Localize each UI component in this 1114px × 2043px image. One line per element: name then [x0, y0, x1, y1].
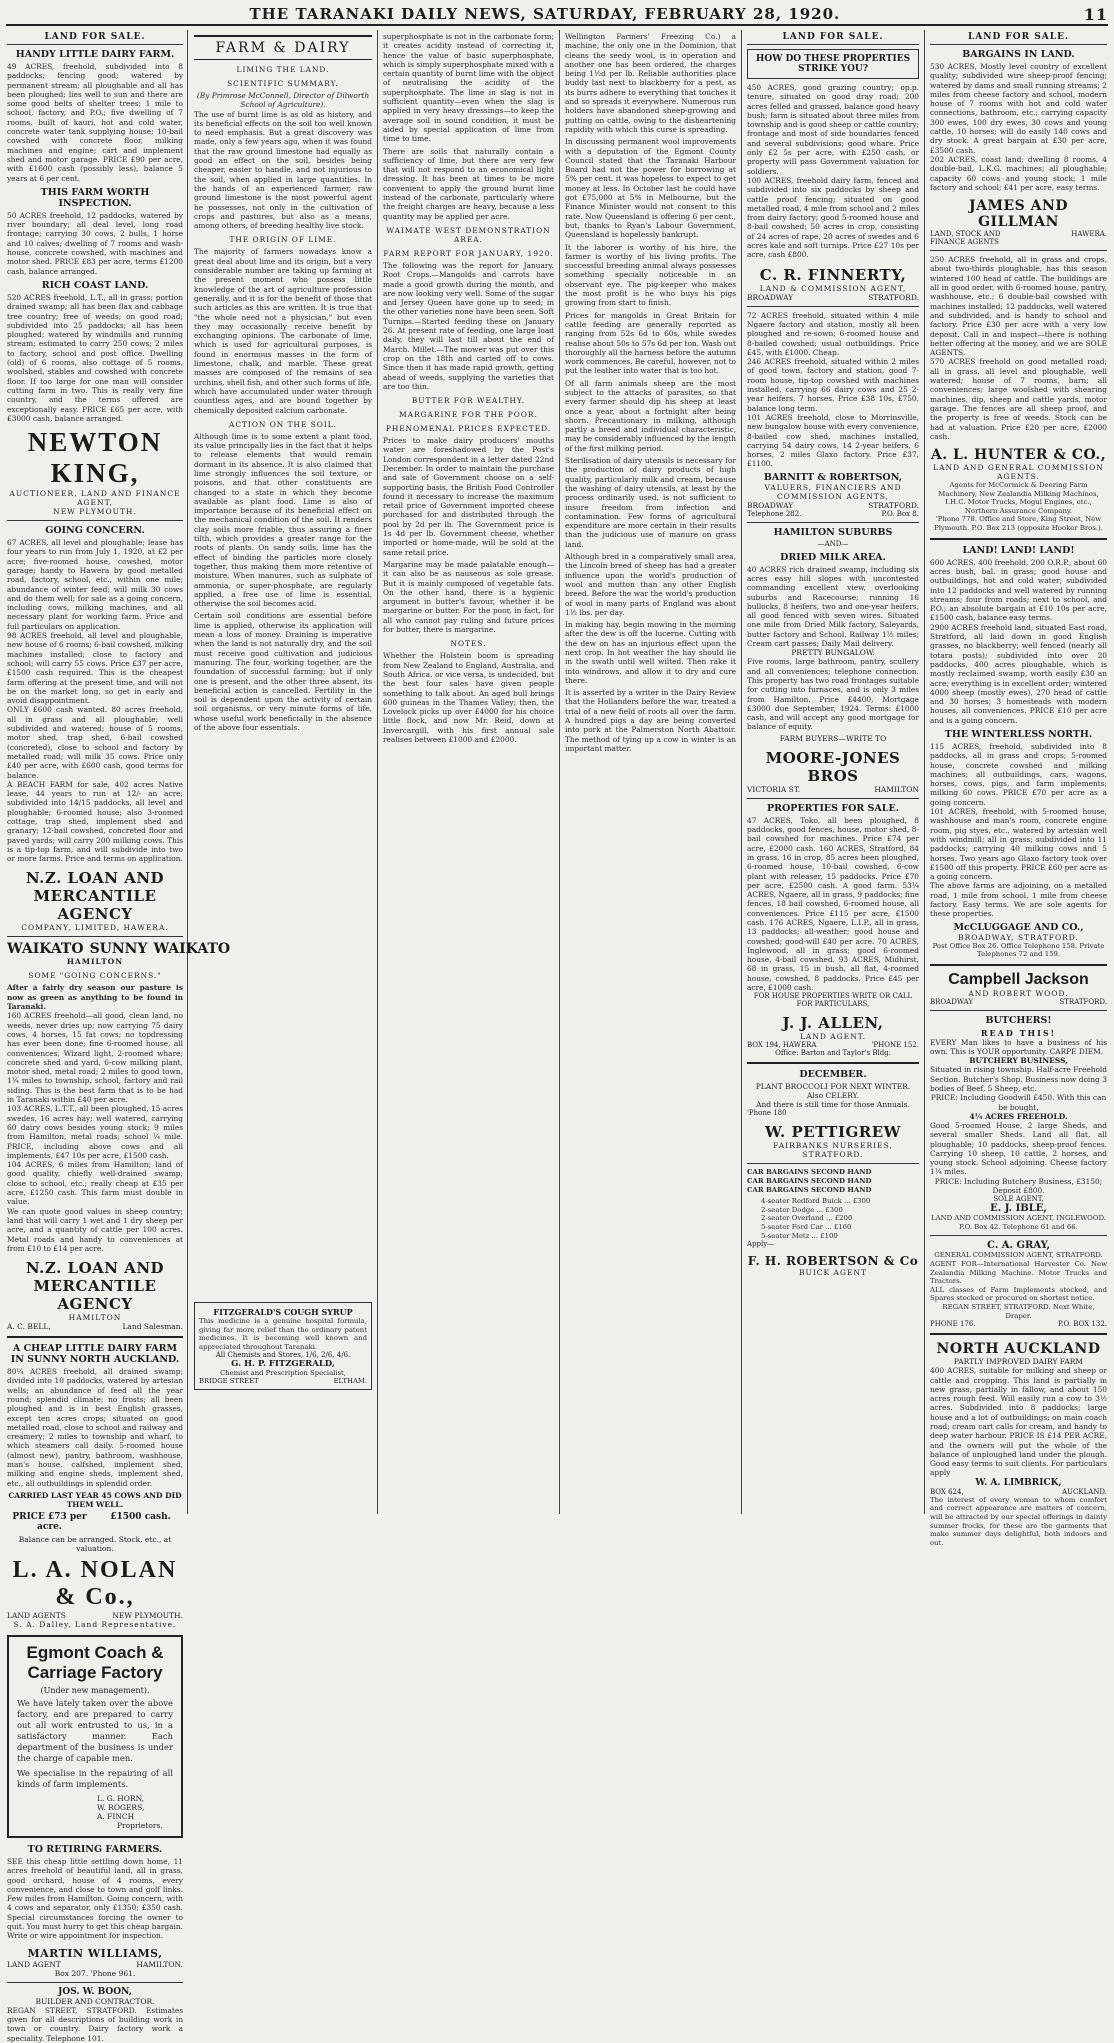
firm-name: BARNITT & ROBERTSON,: [763, 471, 903, 483]
ad-text: Five rooms, large bathroom, pantry, scullery and all conveniences; telephone connection. This property has two road frontages suitable for cutting into furnaces, and is only 3 miles from Hamilton. Price £4400, Mortgage £3000 due September, 1924. Terms: £1000 cash, and will accept any good mortgage for balance of equity.: [747, 657, 919, 732]
car-price-item: 2-seater Dodge ... £300: [761, 1205, 843, 1214]
article-text: Of all farm animals sheep are the most subject to the attacks of parasites, so that every farmer should dip his sheep at least once a year, about a fortnight after being shorn. Precautionary in milking, although partly a breed and individual characteristic, may be considerably influenced by the length of the first milking period.: [565, 378, 736, 453]
waikato-banner: WAIKATO SUNNY WAIKATO: [7, 941, 231, 958]
ad-text: 600 ACRES, 400 freehold, 200 O.R.P., about 60 acres bush, bal. in grass; good house and outbuildings, hot and cold water; subdivided into 12 paddocks and well watered by running streams; four from roads; next to school, and P.O.; an absolute bargain at £10 10s per acre, £1500 cash, balance easy terms.: [930, 557, 1107, 623]
masthead: [6, 4, 1108, 26]
ad-text: 67 ACRES, all level and ploughable; lease has four years to run from July 1, 1920, at £2 per acre; five-roomed house, cowshed, motor garage; handy to Hawera by good metalled road, factory, school, etc., within one mile; abundance of winter feed; will milk 30 cows and do them well; for sale as a going concern, including cows, milking machines, and all necessary plant for working farm. Price and full particulars on application.: [7, 538, 183, 631]
ad-title: LAND! LAND! LAND!: [962, 544, 1075, 556]
byline: (By Primrose McConnell, Director of Dilworth School of Agriculture).: [196, 91, 370, 110]
ad-title: DRIED MILK AREA.: [780, 551, 886, 563]
ad-title: THE WINTERLESS NORTH.: [944, 729, 1093, 740]
section-subtitle: MARGARINE FOR THE POOR.: [399, 410, 538, 420]
ad-text: 104 ACRES, 6 miles from Hamilton; land of good quality, chiefly well-drained swamp; close to school, etc.; really cheap at £35 per acre, £1250 cash. This farm must double in value.: [7, 1160, 183, 1207]
article-text: Whether the Holstein boom is spreading from New Zealand to England, Australia, and South Africa, or vice versa, is undecided, but the best four sales have given people something to talk about. An aged bull brings 600 guineas in the Thames Valley; then, the Lovelock picks up over £4000 for his choice little flock, and now Mr. Reid, down at Invercargill, with his first annual sale realises between £1000 and £2000.: [383, 651, 554, 744]
section-subtitle: PHENOMENAL PRICES EXPECTED.: [385, 424, 552, 434]
article-text: In discussing permanent wool improvements with a deputation of the Egmont County Council stated that the Taranaki Harbour Board had not the power for borrowing at 5% per cent. it was hopeless to expect to get money at less. In October last he could have got £75,000 at 5% in Melbourne, but the Finance Minister would not consent to this rate. Now Queensland is offering 6 per cent., but, thanks to Ryan's Labour Government, Queensland is hopelessly bankrupt.: [565, 137, 736, 240]
article-text: Prices to make dairy producers' mouths water are foreshadowed by the Post's London correspondent in a letter dated 22nd December. In order to maintain the purchase and sale of Government choose on a self-supporting basis, the British Food Controller found it necessary to increase the maximum retail price of Government imported cheese purchased for and distributed through the pool by 2d per lb. The Government price is 1s 4d per lb. Government cheese, whether imported or home-made, will be sold at the same retail price.: [383, 436, 554, 557]
firm-name: J. J. ALLEN,: [782, 1014, 884, 1033]
ad-text: 202 ACRES, coast land; dwelling 8 rooms, 4 double-bail, L.K.G. machines; all ploughable; capacity 60 cows and young stock; 1 mile factory and school; £41 per acre, easy terms.: [930, 154, 1107, 192]
firm-location: HAMILTON: [68, 1313, 122, 1323]
ad-text: 49 ACRES, freehold, subdivided into 8 paddocks; fencing good; watered by permanent stream; all ploughable and all has been ploughed; lies well to sun and there are some good belts of shelter trees; 1 mile to school, factory, and P.O.; five dwelling of 7 rooms, built of kauri, hot and cold water, concrete water tank supplying house; 10-bail cowshed with concrete floor, milking machines and engine; cart and implement shed and motor garage. PRICE £90 per acre, with £1600 cash (possibly less), balance 5 years at 6 per cent.: [7, 62, 183, 183]
article-text: It is asserted by a writer in the Dairy Review that the Hollanders before the war, treated a trial of a new field of roots all over the farm. A hundred pigs a day are being converted into pork at the Palmerston North Abattoir. The method of tying up a cow in winter is an important matter.: [565, 688, 736, 753]
ad-title: BUTCHERS!: [985, 1014, 1052, 1026]
column-farm-and-dairy: [189, 30, 377, 1514]
ad-title: DECEMBER.: [799, 1069, 867, 1081]
ad-text: 103 ACRES, L.T.T., all been ploughed, 15 acres swedes, 16 acres hay; well watered, carrying 60 dairy cows besides young stock; 9 miles from Hamilton, metal roads; school ¼ mile. PRICE, including above cows and all implements, £47 10s per acre, £1500 cash.: [7, 1104, 183, 1160]
ad-title: BARGAINS IN LAND.: [962, 49, 1075, 60]
article-text: Margarine may be made palatable enough—it can also be as nauseous as sole grease. But it is mainly composed of vegetable fats. On the other hand, there is a hygienic argument in butter's favour, whether it be margarine or butter. For the poor, in fact, for all who cannot pay ruling and future prices for butter, there is margarine.: [383, 559, 554, 635]
ad-text: 2900 ACRES freehold land, situated East road, Stratford, all laid down in good English grasses, no blackberry; well fenced (nearly all totara posts); subdivided into over 20 paddocks, 400 acres ploughable, which is mostly reclaimed swamp, worth easily £30 an acre; everything is in excellent order; wintered 4000 sheep (mostly ewes), 270 head of cattle and 30 horses; 3 homesteads with modern houses, all conveniences. PRICE £10 per acre and is a going concern.: [930, 622, 1107, 725]
article-text: Prices for mangolds in Great Britain for cattle feeding are generally reported as ranging from 52s 6d to 60s, while swedes realise about 50s to 57s 6d per ton. Wash out thoroughly all the harness before the autumn work commences. Be careful, however, not to put the leather into water that is too hot.: [565, 310, 736, 376]
ad-text: 530 ACRES, Mostly level country of excellent quality; subdivided wire sheep-proof fencing; watered by dams and small running streams; 2 miles from cheese factory and school, modern house of 7 rooms with hot and cold water connections, bathroom, etc.; carrying capacity 300 ewes, 100 dry ewes, 30 cows and young cattle, 10 horses; will do easily 140 cows and dry stock. A great bargain at £30 per acre, £3500 cash.: [930, 62, 1107, 155]
article-text: The majority of farmers nowadays know a great deal about lime and its origin, but a very considerable number are taking up farming at the present moment who possess little knowledge of the art of agriculture profession generally, and it is for the benefit of those that such articles as this are written. It is true that "the whole need not a physician," but even they may occasionally receive benefit by exchanging opinions. The carbonate of lime, which is used for agricultural purposes, is found in enormous masses in the form of limestone, chalk, and marble. These great masses are composed of the remains of sea urchins, shell fish, and other such forms of life, which have accumulated under water through countless ages, and are bound together by chemically deposited calcium carbonate.: [194, 247, 372, 415]
article-text: It the laborer is worthy of his hire, the farmer is worthy of his living profits. The successful breeding animal always possesses something specially noticeable in an observant eye. The pig-keeper who makes the most profit is he who buys his pigs growing from start to finish.: [565, 242, 736, 308]
column-heading: LAND FOR SALE.: [7, 32, 183, 45]
firm-name: MOORE-JONES BROS: [765, 748, 901, 785]
firm-name: L. A. NOLAN & Co.,: [12, 1556, 178, 1610]
ad-title: PROPERTIES FOR SALE.: [766, 802, 900, 814]
article-text: The use of burnt lime is as old as history, and its beneficial effects on the soil too well known to need emphasis. But a great discovery was made, only a few years ago, when it was found that the raw ground limestone had equally as good an effect on the soil, besides being cheaper, easier to handle, and not injurious to the soil, when applied in large quantities. In the hands of an experienced farmer, raw ground limestone is the most powerful agent he possesses, not only in the cultivation of crops and pastures, but also as a means, among others, of breeding healthy live stock.: [194, 109, 372, 231]
car-price-item: 5-seater Metz ... £100: [761, 1231, 838, 1240]
ad-text: ONLY £600 cash wanted. 80 acres freehold, all in grass and all ploughable; well subdivided and watered; house of 5 rooms, motor shed, trap shed, 6-bail cowshed (concreted), close to school and factory by metalled road; will milk 35 cows. Price only £40 per acre, with £600 cash, good terms for balance.: [7, 705, 183, 780]
ad-lead: After a fairly dry season our pasture is now as green as anything to be found in Taranaki.: [7, 983, 183, 1012]
column-general-notes: [560, 30, 741, 1514]
section-subtitle: ACTION ON THE SOIL.: [228, 419, 337, 429]
car-bargains-list: [747, 1168, 919, 1194]
ad-title: TO RETIRING FARMERS.: [27, 1843, 163, 1855]
article-text: The following was the report for January. Root Crops.—Mangolds and carrots have made a good growth during the month, and are now looking very well. Some of the sugar and Jersey Queen have gone up to seed; in the other varieties none have been seen. Soft Turnips.—Started feeding these on January 26. At present rate of feeding, one large load daily, they will last till about the end of March. Millet.—The mower was put over this crop on the 18th and carted off to cows. Since then it has made rapid growth, getting ahead of weeds, supplying the varieties that are too thin.: [383, 260, 554, 391]
section-subtitle: WAIMATE WEST DEMONSTRATION AREA.: [386, 225, 551, 244]
ad-text: 100 ACRES, freehold dairy farm, fenced and subdivided into six paddocks by sheep and cattle proof fencing; situated on good metalled road, 4 mile from school and 2 miles from dairy factory; good 5-roomed house and 8-bail cowshed; 50 acres in crop, consisting of 24 acres of rape, 20 acres of swedes and 6 acres kale and soft turnips. Price £27 10s per acre, cash £800.: [747, 175, 919, 260]
ad-text: SEE this cheap little settling down home, 11 acres freehold of beautiful land, all in grass, good orchard, house of 4 rooms, every convenience, and close to town and golf links. Few miles from Hamilton. Going concern, with 4 cows and separator, only £1350; £350 cash. Special circumstances forcing the owner to quit. You must hurry to get this cheap bargain. Write or wire appointment for inspection.: [7, 1856, 183, 1941]
firm-name: McCLUGGAGE AND CO.,: [953, 921, 1084, 933]
ad-text: 47 ACRES, Toko, all been ploughed, 8 paddocks, good fences, house, motor shed, 8-bail cowshed for machines. Price £74 per acre, £2000 cash. 160 ACRES, Stratford, 84 in grass, 16 in crop, 85 acres been ploughed, 6-roomed house, 10-bail cowshed, 6-cow plant with releaser, 15 paddocks. Price £70 per acre, £2500 cash. A good farm. 53¼ ACRES, Ngaere, all in grass, 9 paddocks; fine fences, 18 bail cowshed, 6-roomed house, all conveniences. Price £115 per acre, £1500 cash. 176 ACRES, Ngaere, L.I.P., all in grass, 13 paddocks; all-weather; good house and cowshed; good-will £40 per acre. 70 ACRES, Inglewood, all in grass; good 6-roomed house, 4-bail cowshed. 93 ACRES, Midhirst, 68 in grass, 15 in bush, all flat, 4-roomed house, cowshed, 8 paddocks. Price £45 per acre, £1000 cash.: [747, 815, 919, 993]
section-subtitle: THE ORIGIN OF LIME.: [229, 235, 337, 245]
column-land-for-sale: LAND FOR SALE. HANDY LITTLE DAIRY FARM. 49 ACRES, freehold, subdivided into 8 paddocks; fencing good; watered by permanent stream; all ploughable and all has been ploughed; lies well to sun and there are some good belts of shelter trees; 1 mile to school, factory, and P.O.; five dwelling of 7 rooms, built of kauri, hot and cold water, concrete water tank supplying house; 10-bail cowshed with concrete floor, milking machines and engine; cart and implement shed and motor garage. PRICE £90 per acre, with £1600 cash (possibly less), balance 5 years at 6 per cent. THIS FARM WORTH INSPECTION. 50 ACRES freehold, 12 paddocks, watered by river boundary; all deal level, long road frontage; carrying 30 cows, 2 bulls, 1 horse and 10 calves; dwelling of 7 rooms and wash-house, concrete cowshed, with machines and motor shed. PRICE £83 per acre, terms £1200 cash, balance arranged. RICH COAST LAND. 520 ACRES freehold, L.T., all in grass; portion drained swamp; all has been flax and cabbage tree country; free of weeds; on good road; subdivided into 25 paddocks; all has been ploughed; watered by windmills and running stream; estimated to carry 250 cows; 2 miles to factory, school and post office. Dwelling (old) of 6 rooms, also cottage of 5 rooms, woolshed, stables and cowshed with concrete floor. If too large for one man will consider cutting farm in two. This is really very fine country, and the terms offered are exceptionally easy. PRICE £65 per acre, with £3000 cash, balance arranged. NEWTON KING, AUCTIONEER, LAND AND FINANCE AGENT, NEW PLYMOUTH. GOING CONCERN. 67 ACRES, all level and ploughable; lease has four years to run from July 1, 1920, at £2 per acre; five-roomed house, cowshed, motor garage; handy to Hawera by good metalled road, factory, school, etc., within one mile; abundance of winter feed; will milk 30 cows and do them well; for sale as a going concern, including cows, milking machines, and all necessary plant for working farm. Price and full particulars on application. 98 ACRES freehold, all level and ploughable, new house of 6 rooms; 6-bail cowshed, milking machines installed; close to factory and school; will carry 55 cows. Price £37 per acre, £1500 cash required. This is the cheapest farm offering at the present time, and will not be on the market long, so get in early and avoid disappointment. ONLY £600 cash wanted. 80 acres freehold, all in grass and all ploughable; well subdivided and watered; house of 5 rooms, motor shed, trap shed, 6-bail cowshed (concreted), close to school and factory by metalled road; will milk 35 cows. Price only £40 per acre, with £600 cash, good terms for balance. A BEACH FARM for sale, 402 acres Native lease, 44 years to run at 12/- an acre; subdivided into 14/15 paddocks, all level and ploughable; 6-roomed house; also 3-roomed cottage, trap shed, implement shed and granary; 12-bail cowshed, concreted floor and paved yards; will carry 200 milking cows. This is a tip-top farm, and will subdivide into two or more farms. Price and terms on application. N.Z. LOAN AND MERCANTILE AGENCY COMPANY, LIMITED, HAWERA. WAIKATO SUNNY WAIKATO HAMILTON SOME "GOING CONCERNS." After a fairly dry season our pasture is now as green as anything to be found in Taranaki. 160 ACRES freehold—all good, clean land, no weeds, never dries up; now carrying 75 dairy cows, 4 horses, 15 fat cows; no topdressing has ever been done; fine 6-roomed house, all conveniences, Wizard light, 2-roomed whare; concrete shed and yard, 6-cow milking plant, motor shed, metal road; 2 miles to good town, 1¼ miles to township, school, factory and rail siding. This is the best farm that is to be had in Taranaki within £40 per acre. 103 ACRES, L.T.T., all been ploughed, 15 acres swedes, 16 acres hay; well watered, carrying 60 dairy cows besides young stock; 9 miles from Hamilton, metal roads; school ¼ mile. PRICE, including above cows and all implements, £47 10s per acre, £1500 cash. 104 ACRES, 6 miles from Hamilton; land of good quality, chiefly well-drained swamp; close to school, etc.; really cheap at £35 per acre, £1250 cash. This farm must double in value. We can quote good values in sheep country; land that will carry 1 wet and 1 dry sheep per acre, and a quantity of cattle per 100 acres. Metal roads and handy to conveniences at from £10 to £14 per acre. N.Z. LOAN AND MERCANTILE AGENCY HAMILTON A. C. BELL, Land Salesman. A CHEAP LITTLE DAIRY FARM IN SUNNY NORTH AUCKLAND. 80¼ ACRES freehold, all drained swamp; divided into 10 paddocks, watered by artesian wells; an abundance of feed all the year round; splendid climate; no frosts; all been ploughed and is in best English grasses, except ten acres crops; situated on good metalled road, close to school and railway and creamery; 2 miles to township and wharf, to which steamers call daily. 5-roomed house (almost new), pantry, bathroom, washhouse, man's house, calfshed, implement shed, milking and engine sheds, implement shed, etc., all outbuildings in splendid order. CARRIED LAST YEAR 45 COWS AND DID THEM WELL. PRICE £73 per acre. £1500 cash. Balance can be arranged. Stock, etc., at valuation. L. A. NOLAN & Co., LAND AGENTS NEW PLYMOUTH. S. A. Dalley, Land Representative. Egmont Coach & Carriage Factory (Under new management). We have lately taken over the above factory, and are prepared to carry out all work entrusted to us, in a satisfactory manner. Each department of the business is under the charge of capable men. We specialise in the repairing of all kinds of farm implements. L. G. HORN, W. ROGERS, A. FINCH Proprietors. TO RETIRING FARMERS. SEE this cheap little settling down home, 11 acres freehold of beautiful land, all in grass, good orchard, house of 4 rooms, every convenience, and close to town and golf links. Few miles from Hamilton. Going concern, with 4 cows and separator, only £1350; £350 cash. Special circumstances forcing the owner to quit. You must hurry to get this cheap bargain. Write or wire appointment for inspection. MARTIN WILLIAMS, LAND AGENT HAMILTON. Box 207. 'Phone 961. JOS. W. BOON, BUILDER AND CONTRACTOR. REGAN STREET, STRATFORD. Estimates given for all descriptions of building work in town or country. Dairy factory work a speciality. Telephone 101.: [7, 32, 231, 2043]
ad-text: 246 ACRES freehold, situated within 2 miles of good town, factory and station, good 7-room house, tip-top cowshed with machines installed, carrying 66 dairy cows and 25 2-year heifers, 7 horses. Price £38 10s, £750, balance long term.: [747, 357, 919, 413]
firm-name: NEWTON KING,: [27, 427, 163, 489]
ad-text: 98 ACRES freehold, all level and ploughable, new house of 6 rooms; 6-bail cowshed, milking machines installed; close to factory and school; will carry 55 cows. Price £37 per acre, £1500 cash required. This is the cheapest farm offering at the present time, and will not be on the market long, so get in early and avoid disappointment.: [7, 631, 183, 706]
article-text: superphosphate is not in the carbonate form; it creates acidity instead of correcting it, hence the value of basic superphosphate, which is simply superphosphate mixed with a certain quantity of burnt lime with the object of neutralising the acidity of the superphosphate. The lime in slag is not in sufficient quantity—even when the slag is applied in very heavy dressings—to keep the average soil in sound condition, it must be aided by special application of lime from time to time.: [383, 32, 554, 144]
column-heading: LAND FOR SALE.: [930, 32, 1107, 45]
ad-text: 80¼ ACRES freehold, all drained swamp; divided into 10 paddocks, watered by artesian wells; an abundance of feed all the year round; splendid climate; no frosts; all been ploughed and is in best English grasses, except ten acres crops; situated on good metalled road, close to school and railway and creamery; 2 miles to township and wharf, to which steamers call daily. 5-roomed house (almost new), pantry, bathroom, washhouse, man's house, calfshed, implement shed, milking and engine sheds, implement shed, etc., all outbuildings in splendid order.: [7, 1367, 183, 1488]
ad-title: A CHEAP LITTLE DAIRY FARM IN SUNNY NORTH AUCKLAND.: [10, 1343, 180, 1366]
ad-text: 570 ACRES freehold on good metalled road; all in grass, all level and ploughable, well watered; house of 7 rooms, barn; all conveniences; large woolshed with shearing machines, dip, sheep and cattle yards, motor garage. The fences are all sheep proof, and the property is free of weeds. Stock can be had at valuation. Price £20 per acre, £2000 cash.: [930, 357, 1107, 441]
car-price-list: [761, 1197, 919, 1240]
cough-syrup-ad: FITZGERALD'S COUGH SYRUP This medicine is a genuine hospital formula, giving far more relief than the ordinary patent medicines. It is becoming well known and appreciated throughout Taranaki. All Chemists and Stores, 1/6, 2/6, 4/6. G. H. P. FITZGERALD, Chemist and Prescription Specialist, BRIDGE STREET ELTHAM.: [194, 1302, 372, 1390]
firm-name: Campbell Jackson: [948, 970, 1089, 988]
firm-location: HAMILTON: [66, 957, 124, 967]
firm-name: F. H. ROBERTSON & Co: [747, 1254, 919, 1269]
firm-name: N.Z. LOAN AND MERCANTILE AGENCY: [25, 869, 165, 924]
ad-text: 250 ACRES freehold, all in grass and crops, about two-thirds ploughable, has this season wintered 100 head of cattle. The buildings are all in good order, with 6-roomed house, pantry, washhouse, etc.; 6 double-bail cowshed with machines installed; 12 paddocks, well watered and subdivided, and is handy to school and factory. Price £30 per acre with a very low deposit. Call in and inspect—there is nothing better offering at the money, and we are SOLE AGENTS.: [930, 255, 1107, 358]
firm-name: JOS. W. BOON,: [58, 1986, 132, 1997]
ad-title: HAMILTON SUBURBS: [773, 526, 893, 538]
car-bargains-row: CAR BARGAINS SECOND HAND: [747, 1176, 872, 1185]
ad-text: We can quote good values in sheep country; land that will carry 1 wet and 1 dry sheep per acre, and a quantity of cattle per 100 acres. Metal roads and handy to conveniences at from £10 to £14 per acre.: [7, 1206, 183, 1253]
ad-text: 40 ACRES rich drained swamp, including six acres easy hill slopes with uncontested commanding excellent view, overlooking suburbs and Racecourse; running 16 bullocks, 8 heifers, two and one-year heifers, all good fenced with seven wires. Situated one mile from Dried Milk factory, Saleyards, butter factory and School. Railway 1½ miles; Cream cart passes; Daily Mail delivery.: [747, 564, 919, 649]
firm-subtitle: AUCTIONEER, LAND AND FINANCE AGENT,: [9, 489, 181, 508]
firm-name: MARTIN WILLIAMS,: [27, 1946, 163, 1960]
ad-text: 101 ACRES freehold, close to Morrinsville, new bungalow house with every convenience, 8-bailed cow shed, machines installed, carrying 54 dairy cows, 14 2-year heifers, 6 horses, 2 miles Glaxo factory. Price £37, £1100.: [747, 412, 919, 469]
ad-text: 520 ACRES freehold, L.T., all in grass; portion drained swamp; all has been flax and cabbage tree country; free of weeds; on good road; subdivided into 25 paddocks; all has been ploughed; watered by windmills and running stream; estimated to carry 250 cows; 2 miles to factory, school and post office. Dwelling (old) of 6 rooms, also cottage of 5 rooms, woolshed, stables and cowshed with concrete floor. If too large for one man will consider cutting farm in two. This is really very fine country, and the terms offered are exceptionally easy. PRICE £65 per acre, with £3000 cash, balance arranged.: [7, 292, 183, 423]
firm-name: E. J. IBLE,: [990, 1203, 1047, 1215]
ad-text: 72 ACRES freehold, situated within 4 mile Ngaere factory and station, mostly all been ploughed and re-sown; 6-roomed house and 8-bailed cowshed; usual outbuildings. Price £45, with £1000. Cheap.: [747, 310, 919, 357]
ad-title: THIS FARM WORTH INSPECTION.: [40, 186, 150, 209]
firm-location: NEW PLYMOUTH.: [53, 507, 137, 517]
firm-name: A. L. HUNTER & CO.,: [930, 447, 1107, 464]
firm-name: JAMES AND GILLMAN: [969, 198, 1068, 231]
ad-text: Good 5-roomed House, 2 large Sheds, and several smaller Sheds. Land all flat, all ploughable; 10 paddocks, sheep-proof fences. Carrying 10 sheep, 10 cattle, 2 horses, and young stock. School adjoining. Cheese factory 1¼ miles.: [930, 1120, 1107, 1177]
ad-title: RICH COAST LAND.: [41, 279, 149, 291]
article-text: Although bred in a comparatively small area, the Lincoln breed of sheep has had a greater influence upon the world's production of wool and mutton than any other English breed. Before the war the world's production of wool in many parts of England was about 1½ lbs. per day.: [565, 552, 736, 617]
column-heading: LAND FOR SALE.: [747, 32, 919, 45]
ad-text: A BEACH FARM for sale, 402 acres Native lease, 44 years to run at 12/- an acre; subdivided into 14/15 paddocks, all level and ploughable; 6-roomed house; also 3-roomed cottage, trap shed, implement shed and granary; 12-bail cowshed, concreted floor and paved yards; will carry 200 milking cows. This is a tip-top farm, and will subdivide into two or more farms. Price and terms on application.: [7, 779, 183, 864]
ad-subtitle: SOME "GOING CONCERNS.": [28, 971, 162, 981]
car-bargains-row: CAR BARGAINS SECOND HAND: [747, 1185, 872, 1194]
column-land-for-sale-3: LAND FOR SALE. BARGAINS IN LAND. 530 ACRES, Mostly level country of excellent quality; subdivided wire sheep-proof fencing; watered by dams and small running streams; 2 miles from cheese factory and school, modern house of 7 rooms with hot and cold water connections, bathroom, etc.; carrying capacity 300 ewes, 100 dry ewes, 30 cows and young cattle, 10 horses; will do easily 140 cows and dry stock. A great bargain at £30 per acre, £3500 cash. 202 ACRES, coast land; dwelling 8 rooms, 4 double-bail, L.K.G. machines; all ploughable; capacity 60 cows and young stock; 1 mile factory and school; £41 per acre, easy terms. JAMES AND GILLMAN LAND, STOCK AND FINANCE AGENTS HAWERA. 250 ACRES freehold, all in grass and crops, about two-thirds ploughable, has this season wintered 100 head of cattle. The buildings are all in good order, with 6-roomed house, pantry, washhouse, etc.; 6 double-bail cowshed with machines installed; 12 paddocks, well watered and subdivided, and is handy to school and factory. Price £30 per acre with a very low deposit. Call in and inspect—there is nothing better offering at the money, and we are SOLE AGENTS. 570 ACRES freehold on good metalled road; all in grass, all level and ploughable, well watered; house of 7 rooms, barn; all conveniences; large woolshed with shearing machines, dip, sheep and cattle yards, motor garage. The fences are all sheep proof, and the property is free of weeds. Stock can be had at valuation. Price £20 per acre, £2000 cash. A. L. HUNTER & CO., LAND AND GENERAL COMMISSION AGENTS. Agents for McCormick & Deering Farm Machinery, New Zealandia Milking Machines, I.H.C. Motor Trucks, Mogul Engines, etc., Northern Assurance Company. 'Phone 778. Office and Store, King Street, New Plymouth. P.O. Box 213 (opposite Hooker Bros.). LAND! LAND! LAND! 600 ACRES, 400 freehold, 200 O.R.P., about 60 acres bush, bal. in grass; good house and outbuildings, hot and cold water; subdivided into 12 paddocks and well watered by running streams; four from roads; next to school, and P.O.; an absolute bargain at £10 10s per acre, £1500 cash, balance easy terms. 2900 ACRES freehold land, situated East road, Stratford, all laid down in good English grasses, no blackberry; well fenced (nearly all totara posts); subdivided into over 20 paddocks, 400 acres ploughable, which is mostly reclaimed swamp, worth easily £30 an acre; everything is in excellent order; wintered 4000 sheep (mostly ewes), 270 head of cattle and 30 horses; 3 homesteads with modern houses, all conveniences. PRICE £10 per acre and is a going concern. THE WINTERLESS NORTH. 115 ACRES, freehold, subdivided into 8 paddocks, all in grass and crops; 5-roomed house, concrete cowshed and milking machines; all outbuildings, cars, wagons, horses, cows, pigs, and farm implements; milking 60 cows. PRICE £70 per acre as a going concern. 101 ACRES, freehold, with 5-roomed house, washhouse and man's room, concrete engine room, pig styes, etc., watered by artesian well with windmill; all in grass; subdivided into 11 paddocks; carrying 40 milking cows and 5 horses. Two years ago Glaxo factory took over £1500 off this property. PRICE £60 per acre as a going concern. The above farms are adjoining, on a metalled road, 1 mile from school, 1 mile from cheese factory. Easy terms. We are sole agents for these properties. McCLUGGAGE AND CO., BROADWAY, STRATFORD. Post Office Box 26. Office Telephone 158. Private Telephones 72 and 159. Campbell Jackson AND ROBERT WOOD. BROADWAY STRATFORD. BUTCHERS! READ THIS! EVERY Man likes to have a business of his own. This is YOUR opportunity. CARPE DIEM. BUTCHERY BUSINESS, Situated in rising township. Half-acre Freehold Section. Butcher's Shop. Business now doing 3 bodies of Beef, 5 Sheep, etc. PRICE: Including Goodwill £450. With this can be bought, 4¼ ACRES FREEHOLD. Good 5-roomed House, 2 large Sheds, and several smaller Sheds. Land all flat, all ploughable; 10 paddocks, sheep-proof fences. Carrying 10 sheep, 10 cattle, 2 horses, and young stock. School adjoining. Cheese factory 1¼ miles. PRICE: Including Butchery Business, £3150; Deposit £800. SOLE AGENT, E. J. IBLE, LAND AND COMMISSION AGENT, INGLEWOOD. P.O. Box 42. Telephone 61 and 66. C. A. GRAY, GENERAL COMMISSION AGENT, STRATFORD. AGENT FOR—International Harvester Co. New Zealandia Milking Machine. Motor Trucks and Tractors. ALL classes of Farm Implements stocked, and Spares stocked or procured on shortest notice. REGAN STREET, STRATFORD. Next White, Draper. PHONE 176. P.O. BOX 132. NORTH AUCKLAND PARTLY IMPROVED DAIRY FARM 400 ACRES, suitable for milking and sheep or cattle and cropping. This land is partially in new grass, partially in fallow, and about 150 acres rough feed. Will easily run a cow to 3½ acres. Subdivided into 8 paddocks; large house and a lot of outbuildings; on main coach road; cream cart calls for cream, and handy to deep water harbour. PRICE IS £14 PER ACRE, and the owners will put the whole of the balance of unploughed land under the plough. Good easy terms to suit clients. For particulars apply W. A. LIMBRICK, BOX 624, AUCKLAND. The interest of every woman to whom comfort and correct appearance are matters of concern, will be attracted by our special offerings in dainty summer frocks, for these are the garments that make summer days delightful, both indoors and out.: [930, 32, 1107, 1547]
ad-title: GOING CONCERN.: [45, 525, 145, 537]
column-farm-notes: [378, 30, 559, 1514]
ad-text: 450 ACRES, good grazing country; op.p. tenure, situated on good dray road; 200 acres felled and grassed, balance good heavy bush; farm is situated about three miles from township and is good sheep or cattle country; frontage and most of side boundaries fenced and several subdivisions; good whare. Price only £2 5s per acre, with £250 cash, or property will pass Government valuation for soldiers.: [747, 83, 919, 176]
ad-text: The above farms are adjoining, on a metalled road, 1 mile from school, 1 mile from cheese factory. Easy terms. We are sole agents for these properties.: [930, 881, 1107, 919]
car-price-item: 5-seater Ford Car ... £160: [761, 1222, 852, 1231]
firm-name: W. PETTIGREW: [764, 1123, 902, 1142]
firm-name: C. R. FINNERTY,: [759, 265, 907, 284]
column-land-for-sale-2: LAND FOR SALE. HOW DO THESE PROPERTIES STRIKE YOU? 450 ACRES, good grazing country; op.p. tenure, situated on good dray road; 200 acres felled and grassed, balance good heavy bush; farm is situated about three miles from township and is good sheep or cattle country; frontage and most of side boundaries fenced and several subdivisions; good whare. Price only £2 5s per acre, with £250 cash, or property will pass Government valuation for soldiers. 100 ACRES, freehold dairy farm, fenced and subdivided into six paddocks by sheep and cattle proof fencing; situated on good metalled road, 4 mile from school and 2 miles from dairy factory; good 5-roomed house and 8-bail cowshed; 50 acres in crop, consisting of 24 acres of rape, 20 acres of swedes and 6 acres kale and soft turnips. Price £27 10s per acre, cash £800. C. R. FINNERTY, LAND & COMMISSION AGENT, BROADWAY STRATFORD. 72 ACRES freehold, situated within 4 mile Ngaere factory and station, mostly all been ploughed and re-sown; 6-roomed house and 8-bailed cowshed; usual outbuildings. Price £45, with £1000. Cheap. 246 ACRES freehold, situated within 2 miles of good town, factory and station, good 7-room house, tip-top cowshed with machines installed, carrying 66 dairy cows and 25 2-year heifers, 7 horses. Price £38 10s, £750, balance long term. 101 ACRES freehold, close to Morrinsville, new bungalow house with every convenience, 8-bailed cow shed, machines installed, carrying 54 dairy cows, 14 2-year heifers, 6 horses, 2 miles Glaxo factory. Price £37, £1100. BARNITT & ROBERTSON, VALUERS, FINANCIERS AND COMMISSION AGENTS, BROADWAY STRATFORD. Telephone 282. P.O. Box 8. HAMILTON SUBURBS —AND— DRIED MILK AREA. 40 ACRES rich drained swamp, including six acres easy hill slopes with uncontested commanding excellent view, overlooking suburbs and Racecourse; running 16 bullocks, 8 heifers, two and one-year heifers, all good fenced with seven wires. Situated one mile from Dried Milk factory, Saleyards, butter factory and School. Railway 1½ miles; Cream cart passes; Daily Mail delivery. PRETTY BUNGALOW. Five rooms, large bathroom, pantry, scullery and all conveniences; telephone connection. This property has two road frontages suitable for cutting into furnaces, and is only 3 miles from Hamilton. Price £4400, Mortgage £3000 due September, 1924. Terms: £1000 cash, and will accept any good mortgage for balance of equity. FARM BUYERS—WRITE TO MOORE-JONES BROS VICTORIA ST. HAMILTON PROPERTIES FOR SALE. 47 ACRES, Toko, all been ploughed, 8 paddocks, good fences, house, motor shed, 8-bail cowshed for machines. Price £74 per acre, £2000 cash. 160 ACRES, Stratford, 84 in grass, 16 in crop, 85 acres been ploughed, 6-roomed house, 10-bail cowshed, 6-cow plant with releaser, 15 paddocks. Price £70 per acre, £2500 cash. A good farm. 53¼ ACRES, Ngaere, all in grass, 9 paddocks; fine fences, 18 bail cowshed, 6-roomed house, all conveniences. Price £115 per acre, £1500 cash. 176 ACRES, Ngaere, L.I.P., all in grass, 13 paddocks; all-weather; good house and cowshed; good-will £40 per acre. 70 ACRES, Inglewood, all in grass; good 6-roomed house, 4-bail cowshed. 93 ACRES, Midhirst, 68 in grass, 15 in bush, all flat, 4-roomed house, cowshed, 8 paddocks. Price £45 per acre, £1000 cash. FOR HOUSE PROPERTIES WRITE OR CALL FOR PARTICULARS, J. J. ALLEN, LAND AGENT. BOX 194, HAWERA 'PHONE 152. Office: Barton and Taylor's Bldg. DECEMBER. PLANT BROCCOLI FOR NEXT WINTER. Also CELERY. And there is still time for those Annuals. 'Phone 180 W. PETTIGREW FAIRBANKS NURSERIES, STRATFORD. CAR BARGAINS SECOND HAND CAR BARGAINS SECOND HAND CAR BARGAINS SECOND HAND 4-seater Redford Buick ... £300 2-seater Dodge ... £300 2-seater Overland ... £200 5-seater Ford Car ... £160 5-seater Metz ... £100 Apply— F. H. ROBERTSON & Co BUICK AGENT: [747, 32, 919, 1278]
page-number: 11: [1083, 4, 1108, 24]
ad-text: 50 ACRES freehold, 12 paddocks, watered by river boundary; all deal level, long road frontage; carrying 30 cows, 2 bulls, 1 horse and 10 calves; dwelling of 7 rooms and wash-house, concrete cowshed, with machines and motor shed. PRICE £83 per acre, terms £1200 cash, balance arranged.: [7, 210, 183, 276]
newspaper-title: THE TARANAKI DAILY NEWS, SATURDAY, FEBRUARY 28, 1920.: [249, 5, 841, 23]
article-text: Certain soil conditions are essential before lime is applied, otherwise its application will mean a loss of money. Draining is imperative when the land is not naturally dry, and the soil must receive good cultivation and judicious manuring. The four, working together, are the foundation of successful farming; but if only one is present, and the other three absent, its beneficial action is cancelled. Fertility in the soil is dependent upon the activity of certain soil organisms, or very minute forms of life, whose useful work beneficially in the absence of the above four essentials.: [194, 611, 372, 732]
ad-text: EVERY Man likes to have a business of his own. This is YOUR opportunity. CARPE DIEM.: [930, 1037, 1107, 1057]
car-price-item: 2-seater Overland ... £200: [761, 1214, 853, 1223]
ad-banner: HOW DO THESE PROPERTIES STRIKE YOU?: [747, 49, 919, 79]
section-heading: FARM & DAIRY: [194, 35, 372, 60]
firm-name: N.Z. LOAN AND MERCANTILE AGENCY: [25, 1259, 165, 1314]
article-text: There are soils that naturally contain a sufficiency of lime, but there are very few that will not respond to an economical light dressing. It has been at times to be more convenient to apply the ground burnt lime instead of the carbonate, particularly where the freight charges are heavy, because a less quantity may be applied per acre.: [383, 146, 554, 221]
article-text: Sterilisation of dairy utensils is necessary for the production of dairy products of high quality, particularly milk and cream, because the washing of dairy utensils, at least by the process ordinarily used, is not sufficient to insure freedom from infection and contamination. Few forms of agricultural expenditure are more certain in their results than the judicious use of manure on grass land.: [565, 456, 736, 549]
firm-name: C. A. GRAY,: [987, 1240, 1050, 1252]
car-price-item: 4-seater Redford Buick ... £300: [761, 1197, 871, 1206]
section-subtitle: LIMING THE LAND.: [236, 65, 330, 74]
article-text: In making hay, begin mowing in the morning after the dew is off the lucerne. Cutting with the dew on has an injurious effect upon the next crop. In hot weather the hay should lie in the swath until well wilted. Then rake it into windrows, and allow it to dry and cure there.: [565, 620, 736, 685]
section-subtitle: BUTTER FOR WEALTHY.: [411, 396, 526, 406]
ad-text: 160 ACRES freehold—all good, clean land, no weeds, never dries up; now carrying 75 dairy cows, 4 horses, 15 fat cows; no topdressing has ever been done; fine 6-roomed house, all conveniences, Wizard light, 2-roomed whare; concrete shed and yard, 6-cow milking plant, motor shed, metal road; 2 miles to good town, 1¼ miles to township, school, factory and rail siding. This is the best farm that is to be had in Taranaki within £40 per acre.: [7, 1011, 183, 1105]
car-bargains-row: CAR BARGAINS SECOND HAND: [747, 1168, 872, 1177]
ad-text: 101 ACRES, freehold, with 5-roomed house, washhouse and man's room, concrete engine room, pig styes, etc., watered by artesian well with windmill; all in grass; subdivided into 11 paddocks; carrying 40 milking cows and 5 horses. Two years ago Glaxo factory took over £1500 off this property. PRICE £60 per acre as a going concern.: [930, 807, 1107, 882]
coach-factory-ad: Egmont Coach & Carriage Factory (Under new management). We have lately taken over the above factory, and are prepared to carry out all work entrusted to us, in a satisfactory manner. Each department of the business is under the charge of capable men. We specialise in the repairing of all kinds of farm implements. L. G. HORN, W. ROGERS, A. FINCH Proprietors.: [7, 1635, 183, 1838]
section-subtitle: SCIENTIFIC SUMMARY.: [227, 79, 339, 88]
article-text: Although lime is to some extent a plant food, its value principally lies in the fact that it helps to release elements that would remain dormant in its absence. It is also claimed that lime strongly influences the soil texture, or poisons, and that other constituents are changed to a state in which they become available as plant food. Lime is also of importance because of its beneficial effect on the mechanical condition of the soil. It renders clay soils more friable, thus assuring a finer tilth, which provides a greater range for the roots of plants. On sandy soils, lime has the effect of binding the particles more closely together, thus making them more retentive of moisture. When manures, such as sulphate of ammonia, or super-phosphate, are regularly applied, a free use of lime is essential, otherwise the soil becomes acid.: [194, 431, 372, 609]
ad-text: 115 ACRES, freehold, subdivided into 8 paddocks, all in grass and crops; 5-roomed house, concrete cowshed and milking machines; all outbuildings, cars, wagons, horses, cows, pigs, and farm implements; milking 60 cows. PRICE £70 per acre as a going concern.: [930, 742, 1107, 807]
ad-title: NORTH AUCKLAND: [936, 1341, 1101, 1358]
ad-text: Situated in rising township. Half-acre Freehold Section. Butcher's Shop. Business now doing 3 bodies of Beef, 5 Sheep, etc.: [930, 1065, 1107, 1094]
firm-subtitle: COMPANY, LIMITED, HAWERA.: [21, 923, 169, 933]
ad-title: HANDY LITTLE DAIRY FARM.: [15, 49, 175, 60]
section-subtitle: NOTES.: [450, 639, 487, 649]
firm-name: W. A. LIMBRICK,: [975, 1477, 1062, 1488]
section-subtitle: FARM REPORT FOR JANUARY, 1920.: [383, 248, 554, 258]
article-text: Wellington Farmers' Freezing Co.) a machine, the only one in the Dominion, that cleans the seedy wool, is in operation and another one has been ordered, the charges being 1½d per lb. Reliable authorities place buddy last next to blackberry for a pest, as its burrs adhere to everything that touches it and so spreads it everywhere. Numerous run holders have abandoned sheep-growing and putting on cattle, owing to the disheartening rapidity with which this curse is spreading.: [565, 32, 736, 134]
ad-text: 400 ACRES, suitable for milking and sheep or cattle and cropping. This land is partially in new grass, partially in fallow, and about 150 acres rough feed. Will easily run a cow to 3½ acres. Subdivided into 8 paddocks; large house and a lot of outbuildings; on main coach road; cream cart calls for cream, and handy to deep water harbour. PRICE IS £14 PER ACRE, and the owners will put the whole of the balance of unploughed land under the plough. Good easy terms to suit clients. For particulars apply: [930, 1366, 1107, 1478]
